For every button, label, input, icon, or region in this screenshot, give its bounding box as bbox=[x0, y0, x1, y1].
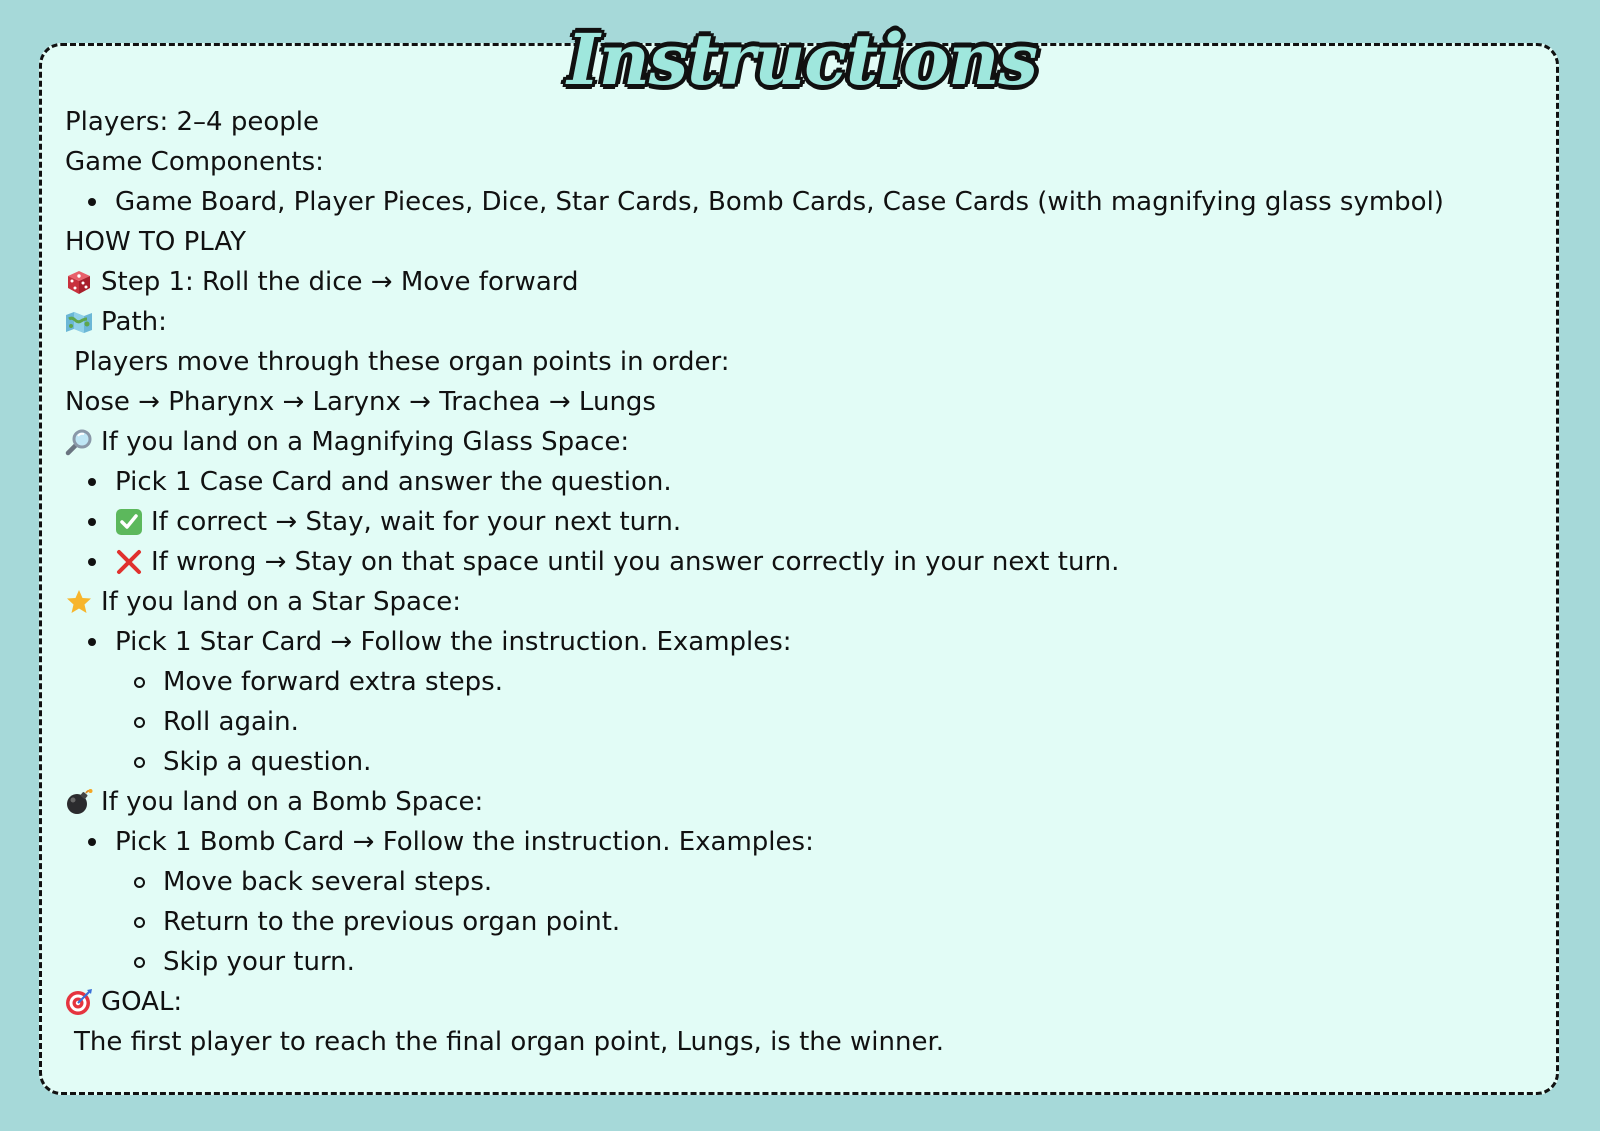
star-heading bbox=[65, 582, 1545, 622]
magnify-heading-text: If you land on a Magnifying Glass Space: bbox=[101, 427, 630, 457]
bomb-heading bbox=[65, 782, 1545, 822]
magnify-item bbox=[65, 502, 1545, 542]
bomb-example bbox=[65, 862, 1545, 902]
bullet-icon bbox=[88, 478, 96, 486]
path-intro-line bbox=[65, 342, 1545, 382]
bullet-icon bbox=[88, 198, 96, 206]
magnify-item-text: If wrong → Stay on that space until you answer correctly in your next turn. bbox=[151, 547, 1120, 577]
bomb-example bbox=[65, 902, 1545, 942]
bomb-example-text: Return to the previous organ point. bbox=[163, 907, 621, 937]
instructions-content bbox=[65, 102, 1545, 1062]
bullet-icon bbox=[88, 638, 96, 646]
magnify-item bbox=[65, 462, 1545, 502]
components-list-text: Game Board, Player Pieces, Dice, Star Cards, Bomb Cards, Case Cards (with magnifying glass symbol) bbox=[115, 187, 1444, 217]
star-example bbox=[65, 742, 1545, 782]
cross-mark-icon bbox=[115, 548, 143, 576]
sub-bullet-icon bbox=[134, 917, 145, 928]
bullet-icon bbox=[88, 558, 96, 566]
bullet-icon bbox=[88, 518, 96, 526]
path-heading bbox=[65, 302, 1545, 342]
page-title: Instructions bbox=[567, 18, 1037, 101]
bullet-icon bbox=[88, 838, 96, 846]
goal-text-line bbox=[65, 1022, 1545, 1062]
how-to-play-text: HOW TO PLAY bbox=[65, 227, 247, 257]
title-banner bbox=[567, 10, 1037, 110]
bomb-example-text: Skip your turn. bbox=[163, 947, 355, 977]
players-text: Players: 2–4 people bbox=[65, 107, 319, 137]
sub-bullet-icon bbox=[134, 957, 145, 968]
sub-bullet-icon bbox=[134, 877, 145, 888]
star-heading-text: If you land on a Star Space: bbox=[101, 587, 461, 617]
components-heading bbox=[65, 142, 1545, 182]
sub-bullet-icon bbox=[134, 757, 145, 768]
players-line bbox=[65, 102, 1545, 142]
magnify-item-text: Pick 1 Case Card and answer the question. bbox=[115, 467, 672, 497]
path-sequence-text: Nose → Pharynx → Larynx → Trachea → Lungs bbox=[65, 387, 656, 417]
dice-icon bbox=[65, 268, 93, 296]
map-icon bbox=[65, 308, 93, 336]
star-example bbox=[65, 662, 1545, 702]
goal-text: The first player to reach the final organ point, Lungs, is the winner. bbox=[74, 1027, 945, 1057]
bomb-icon bbox=[65, 788, 93, 816]
magnifying-glass-icon bbox=[65, 428, 93, 456]
path-heading-text: Path: bbox=[101, 307, 167, 337]
step1-text: Step 1: Roll the dice → Move forward bbox=[101, 267, 579, 297]
star-item-text: Pick 1 Star Card → Follow the instruction. Examples: bbox=[115, 627, 792, 657]
star-item bbox=[65, 622, 1545, 662]
bomb-heading-text: If you land on a Bomb Space: bbox=[101, 787, 484, 817]
path-intro-text: Players move through these organ points in order: bbox=[74, 347, 730, 377]
bomb-example-text: Move back several steps. bbox=[163, 867, 493, 897]
star-example-text: Move forward extra steps. bbox=[163, 667, 503, 697]
bomb-item bbox=[65, 822, 1545, 862]
magnify-item bbox=[65, 542, 1545, 582]
path-sequence-line bbox=[65, 382, 1545, 422]
sub-bullet-icon bbox=[134, 717, 145, 728]
step1-line bbox=[65, 262, 1545, 302]
bomb-item-text: Pick 1 Bomb Card → Follow the instruction. Examples: bbox=[115, 827, 814, 857]
goal-heading bbox=[65, 982, 1545, 1022]
star-example-text: Skip a question. bbox=[163, 747, 372, 777]
target-icon bbox=[65, 988, 93, 1016]
how-to-play-heading bbox=[65, 222, 1545, 262]
magnify-item-text: If correct → Stay, wait for your next turn. bbox=[151, 507, 682, 537]
components-heading-text: Game Components: bbox=[65, 147, 324, 177]
sub-bullet-icon bbox=[134, 677, 145, 688]
check-mark-icon bbox=[115, 508, 143, 536]
components-list-item bbox=[65, 182, 1545, 222]
bomb-example bbox=[65, 942, 1545, 982]
star-icon bbox=[65, 588, 93, 616]
star-example-text: Roll again. bbox=[163, 707, 299, 737]
star-example bbox=[65, 702, 1545, 742]
magnify-heading bbox=[65, 422, 1545, 462]
goal-heading-text: GOAL: bbox=[101, 987, 183, 1017]
